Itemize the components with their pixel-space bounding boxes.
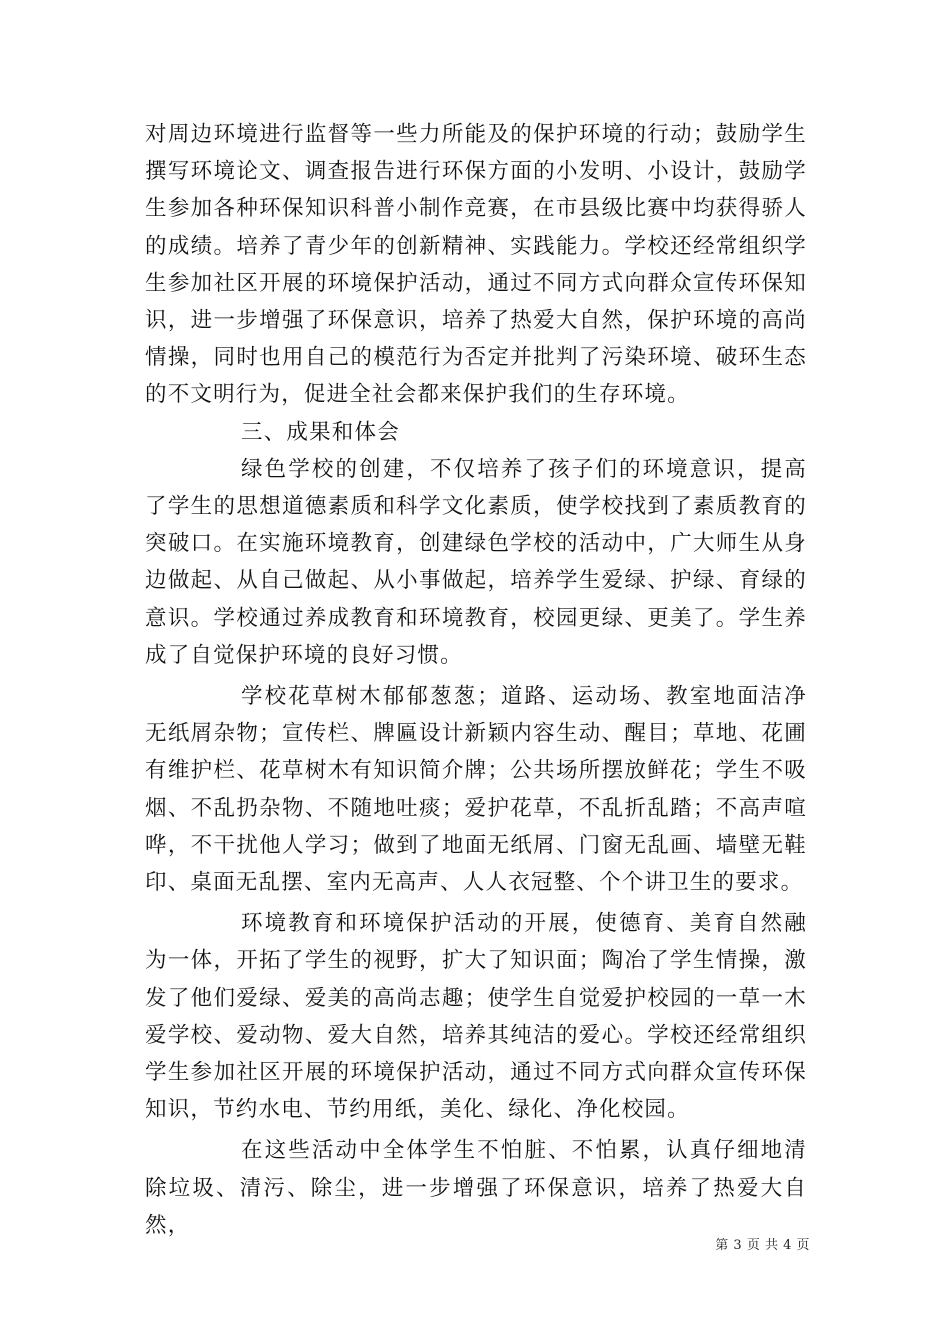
paragraph-1: 对周边环境进行监督等一些力所能及的保护环境的行动；鼓励学生撰写环境论文、调查报告进行环保方面的小发明、小设计，鼓励学生参加各种环保知识科普小制作竞赛，在市县级比赛中均获得骄人的成绩。培养了青少年的创新精神、实践能力。学校还经常组织学生参加社区开展的环境保护活动，通过不同方式向群众宣传环保知识，进一步增强了环保意识，培养了热爱大自然，保护环境的高尚情操，同时也用自己的模范行为否定并批判了污染环境、破环生态的不文明行为，促进全社会都来保护我们的生存环境。 [145,122,807,408]
section-heading: 三、成果和体会 [241,419,400,445]
paragraph-3: 学校花草树木郁郁葱葱；道路、运动场、教室地面洁净无纸屑杂物；宣传栏、牌匾设计新颖内容生动、醒目；草地、花圃有维护栏、花草树木有知识简介牌；公共场所摆放鲜花；学生不吸烟、不乱扔杂物、不随地吐痰；爱护花草，不乱折乱踏；不高声喧哗，不干扰他人学习；做到了地面无纸屑、门窗无乱画、墙壁无鞋印、桌面无乱摆、室内无高声、人人衣冠整、个个讲卫生的要求。 [145,684,807,896]
paragraph-5: 在这些活动中全体学生不怕脏、不怕累，认真仔细地清除垃圾、清污、除尘，进一步增强了环保意识，培养了热爱大自然， [145,1138,807,1238]
document-body [145,116,807,1244]
paragraph-4: 环境教育和环境保护活动的开展，使德育、美育自然融为一体，开拓了学生的视野，扩大了知识面；陶冶了学生情操，激发了他们爱绿、爱美的高尚志趣；使学生自觉爱护校园的一草一木爱学校、爱动物、爱大自然，培养其纯洁的爱心。学校还经常组织学生参加社区开展的环境保护活动，通过不同方式向群众宣传环保知识，节约水电、节约用纸，美化、绿化、净化校园。 [145,911,807,1123]
paragraph-2: 绿色学校的创建，不仅培养了孩子们的环境意识，提高了学生的思想道德素质和科学文化素质，使学校找到了素质教育的突破口。在实施环境教育，创建绿色学校的活动中，广大师生从身边做起、从自己做起、从小事做起，培养学生爱绿、护绿、育绿的意识。学校通过养成教育和环境教育，校园更绿、更美了。学生养成了自觉保护环境的良好习惯。 [145,456,807,668]
page-number-footer: 第 3 页 共 4 页 [715,1238,810,1253]
